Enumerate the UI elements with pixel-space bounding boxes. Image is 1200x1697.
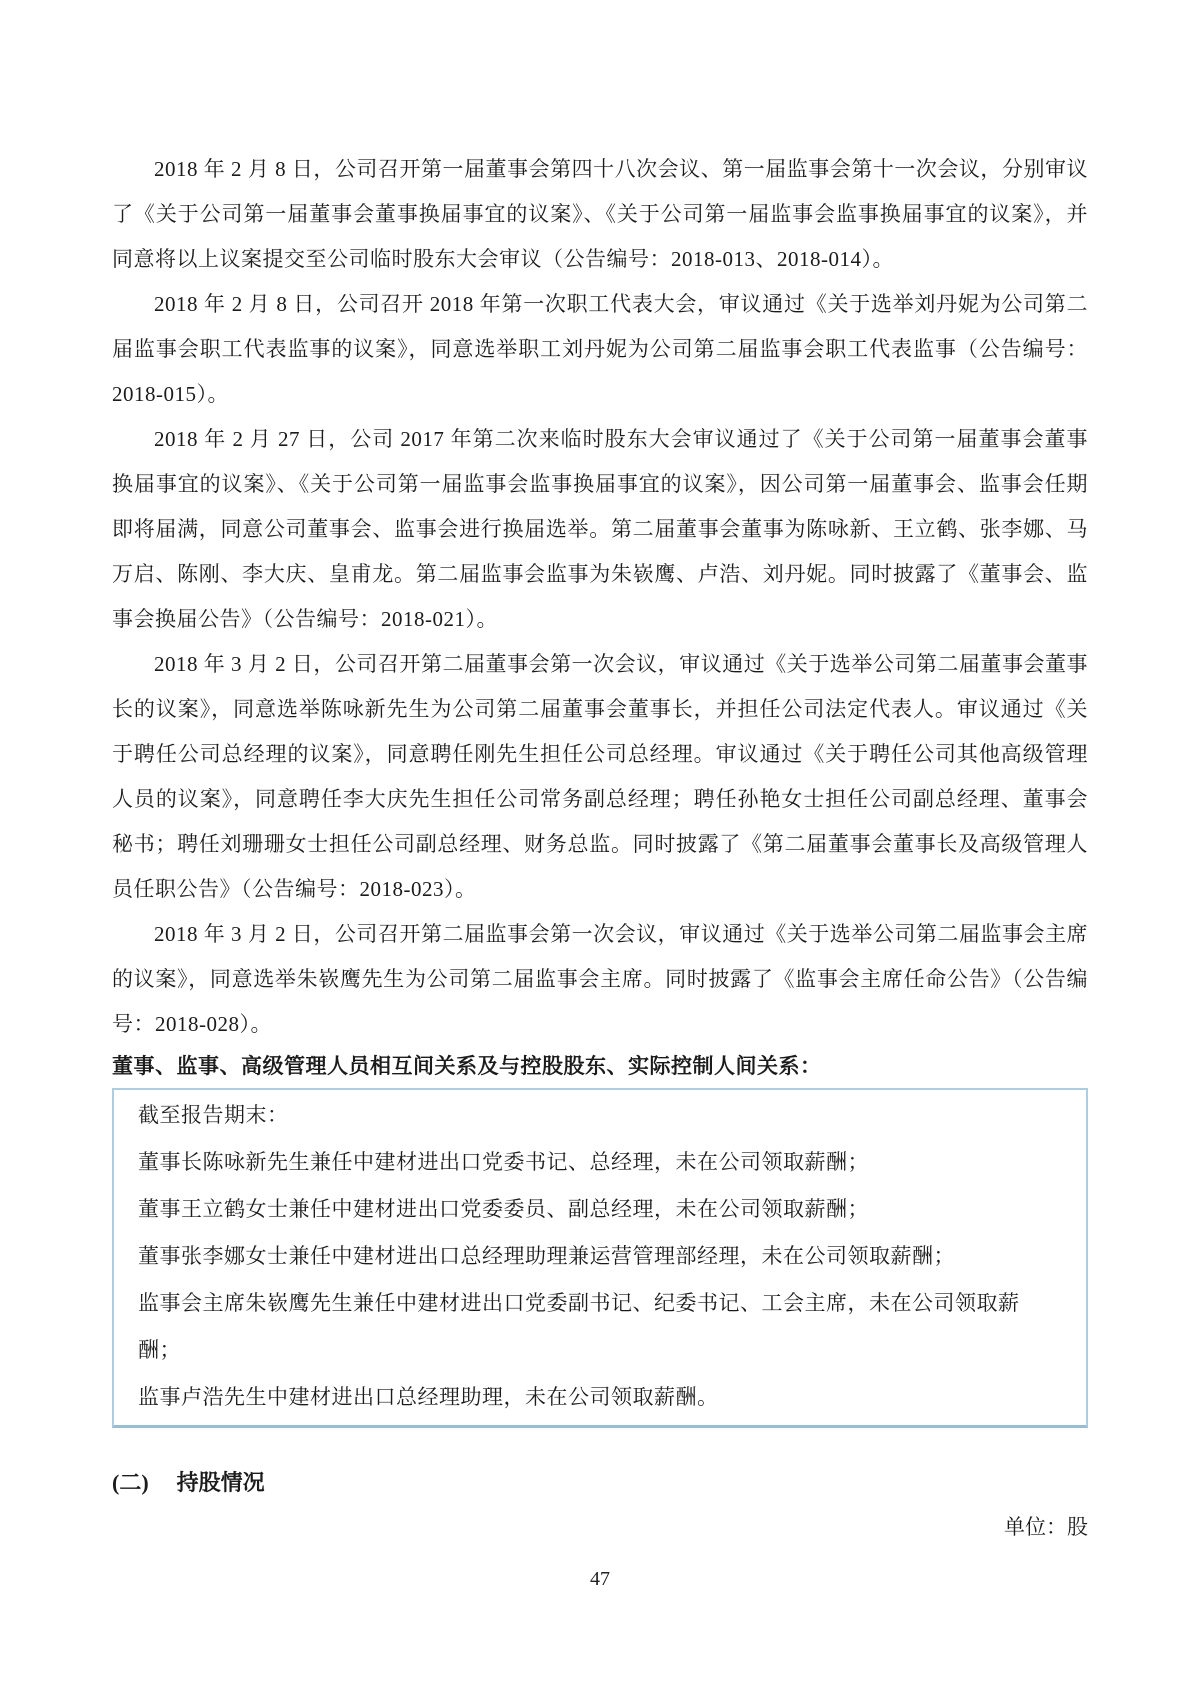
section-title: 持股情况 [176, 1470, 265, 1495]
paragraph-shareholder-meeting-feb27: 2018 年 2 月 27 日，公司 2017 年第二次来临时股东大会审议通过了《关于公司第一届董事会董事换届事宜的议案》、《关于公司第一届监事会监事换届事宜的议案》，因公司第一届董事会、监事会任期即将届满，同意公司董事会、监事会进行换届选举。第二届董事会董事为陈咏新、王立鹤、张李娜、马万启、陈刚、李大庆、皇甫龙。第二届监事会监事为朱嵚鹰、卢浩、刘丹妮。同时披露了《董事会、监事会换届公告》（公告编号：2018-021）。 [112, 427, 1088, 631]
box-line-director-wang: 董事王立鹤女士兼任中建材进出口党委委员、副总经理，未在公司领取薪酬； [138, 1197, 869, 1221]
relations-heading: 董事、监事、高级管理人员相互间关系及与控股股东、实际控制人间关系： [112, 1054, 822, 1078]
paragraph-board-meeting-mar2: 2018 年 3 月 2 日，公司召开第二届董事会第一次会议，审议通过《关于选举公司第二届董事会董事长的议案》，同意选举陈咏新先生为公司第二届董事会董事长，并担任公司法定代表人。审议通过《关于聘任公司总经理的议案》，同意聘任刚先生担任公司总经理。审议通过《关于聘任公司其他高级管理人员的议案》，同意聘任李大庆先生担任公司常务副总经理；聘任孙艳女士担任公司副总经理、董事会秘书；聘任刘珊珊女士担任公司副总经理、财务总监。同时披露了《第二届董事会董事长及高级管理人员任职公告》（公告编号：2018-023）。 [112, 652, 1088, 901]
paragraph-board-meeting-feb8: 2018 年 2 月 8 日，公司召开第一届董事会第四十八次会议、第一届监事会第十一次会议，分别审议了《关于公司第一届董事会董事换届事宜的议案》、《关于公司第一届监事会监事换届事宜的议案》，并同意将以上议案提交至公司临时股东大会审议（公告编号：2018-013、2018-014）。 [112, 157, 1088, 271]
box-line-chairman: 董事长陈咏新先生兼任中建材进出口党委书记、总经理，未在公司领取薪酬； [138, 1150, 869, 1174]
section-heading-shareholding [112, 1468, 1088, 1498]
box-line-supervisor-lu: 监事卢浩先生中建材进出口总经理助理，未在公司领取薪酬。 [138, 1385, 719, 1409]
paragraph-supervisor-meeting-mar2: 2018 年 3 月 2 日，公司召开第二届监事会第一次会议，审议通过《关于选举公司第二届监事会主席的议案》，同意选举朱嵚鹰先生为公司第二届监事会主席。同时披露了《监事会主席任命公告》（公告编号：2018-028）。 [112, 922, 1088, 1036]
page-number: 47 [590, 1568, 610, 1590]
unit-label: 单位：股 [1004, 1515, 1088, 1539]
box-line-supervisor-chair: 监事会主席朱嵚鹰先生兼任中建材进出口党委副书记、纪委书记、工会主席，未在公司领取薪酬； [138, 1291, 1020, 1362]
section-index: (二) [112, 1470, 149, 1495]
relations-box [112, 1088, 1088, 1428]
box-line-director-zhang: 董事张李娜女士兼任中建材进出口总经理助理兼运营管理部经理，未在公司领取薪酬； [138, 1244, 955, 1268]
box-line-report-period: 截至报告期末： [138, 1103, 289, 1127]
paragraph-staff-congress-feb8: 2018 年 2 月 8 日，公司召开 2018 年第一次职工代表大会，审议通过《关于选举刘丹妮为公司第二届监事会职工代表监事的议案》，同意选举职工刘丹妮为公司第二届监事会职工代表监事（公告编号：2018-015）。 [112, 292, 1088, 406]
